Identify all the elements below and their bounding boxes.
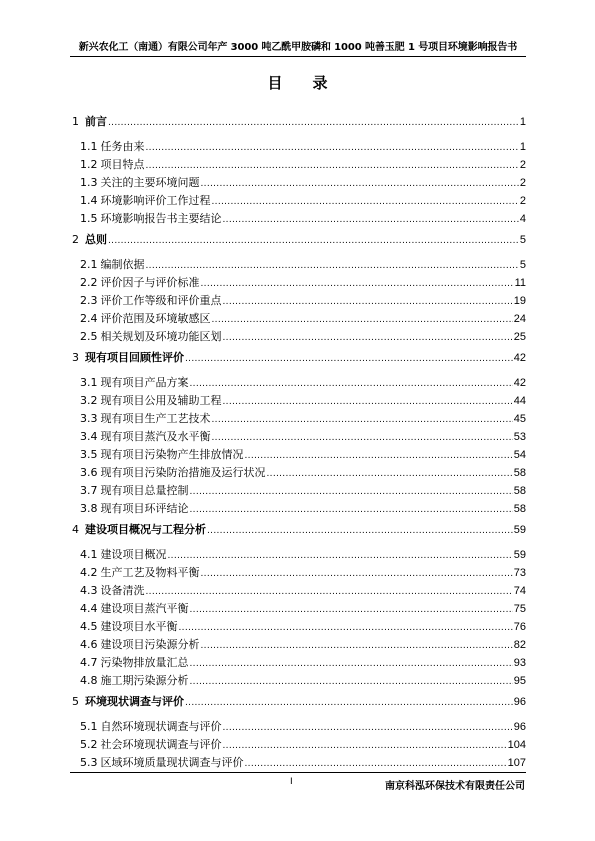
toc-entry-number: 2.5 <box>80 330 98 343</box>
toc-entry-label: 总则 <box>85 233 107 246</box>
toc-entry-number: 1.2 <box>80 158 98 171</box>
toc-entry-label: 施工期污染源分析 <box>100 674 189 687</box>
company-name: 南京科泓环保技术有限责任公司 <box>385 781 525 792</box>
toc-section-entry[interactable] <box>72 392 526 410</box>
toc-entry-page: 74 <box>513 585 526 597</box>
toc-entry-page: 24 <box>513 313 526 325</box>
toc-dot-leader <box>190 501 513 519</box>
toc-entry-page: 54 <box>513 449 526 461</box>
toc-entry-label: 生产工艺及物料平衡 <box>100 566 200 579</box>
toc-dot-leader <box>223 719 513 737</box>
toc-entry-page: 96 <box>513 696 526 708</box>
toc-dot-leader <box>212 429 513 447</box>
toc-dot-leader <box>201 565 513 583</box>
toc-section-entry[interactable] <box>72 210 526 228</box>
toc-entry-page: 4 <box>519 213 526 225</box>
toc-dot-leader <box>201 275 514 293</box>
toc-entry-page: 58 <box>513 503 526 515</box>
toc-entry-page: 95 <box>513 675 526 687</box>
toc-entry-label: 相关规划及环境功能区划 <box>100 330 222 343</box>
toc-entry-page: 44 <box>513 395 526 407</box>
toc-dot-leader <box>108 113 519 133</box>
toc-entry-label: 编制依据 <box>100 258 145 271</box>
toc-dot-leader <box>201 637 513 655</box>
toc-dot-leader <box>201 175 519 193</box>
toc-chapter-entry[interactable] <box>72 112 526 132</box>
toc-entry-page: 42 <box>513 377 526 389</box>
toc-entry-page: 42 <box>513 352 526 364</box>
toc-section-entry[interactable] <box>72 192 526 210</box>
toc-entry-number: 4.6 <box>80 638 98 651</box>
toc-section-entry[interactable] <box>72 374 526 392</box>
toc-entry-page: 11 <box>514 277 526 289</box>
toc-dot-leader <box>223 393 513 411</box>
toc-dot-leader <box>190 375 513 393</box>
toc-section-entry[interactable] <box>72 546 526 564</box>
toc-entry-label: 建设项目污染源分析 <box>100 638 200 651</box>
toc-entry-page: 58 <box>513 485 526 497</box>
toc-entry-label: 现有项目生产工艺技术 <box>100 412 211 425</box>
toc-entry-label: 环境现状调查与评价 <box>85 695 184 708</box>
toc-entry-page: 53 <box>513 431 526 443</box>
toc-dot-leader <box>190 601 513 619</box>
toc-chapter-entry[interactable] <box>72 348 526 368</box>
toc-entry-page: 76 <box>513 621 526 633</box>
toc-dot-leader <box>223 293 513 311</box>
toc-entry-page: 5 <box>519 259 526 271</box>
toc-section-entry[interactable] <box>72 174 526 192</box>
toc-entry-page: 1 <box>519 141 526 153</box>
toc-entry-label: 现有项目污染物产生排放情况 <box>100 448 244 461</box>
toc-entry-label: 任务由来 <box>100 140 145 153</box>
toc-dot-leader <box>207 521 513 541</box>
toc-section-entry[interactable] <box>72 754 526 772</box>
toc-section-entry[interactable] <box>72 736 526 754</box>
toc-entry-page: 96 <box>513 721 526 733</box>
toc-section-entry[interactable] <box>72 328 526 346</box>
toc-section-entry[interactable] <box>72 582 526 600</box>
toc-entry-label: 区域环境质量现状调查与评价 <box>100 756 244 769</box>
toc-dot-leader <box>190 655 513 673</box>
toc-dot-leader <box>245 755 507 773</box>
toc-entry-page: 58 <box>513 467 526 479</box>
toc-entry-page: 82 <box>513 639 526 651</box>
toc-entry-label: 建设项目概况与工程分析 <box>85 523 206 536</box>
toc-dot-leader <box>108 231 519 251</box>
toc-entry-number: 1.3 <box>80 176 98 189</box>
toc-section-entry[interactable] <box>72 310 526 328</box>
toc-dot-leader <box>190 673 513 691</box>
toc-title <box>0 72 595 93</box>
toc-section-entry[interactable] <box>72 256 526 274</box>
toc-section-entry[interactable] <box>72 600 526 618</box>
toc-dot-leader <box>267 465 513 483</box>
toc-entry-number: 5 <box>72 695 79 708</box>
toc-entry-number: 4.2 <box>80 566 98 579</box>
toc-section-entry[interactable] <box>72 564 526 582</box>
toc-entry-number: 3.6 <box>80 466 98 479</box>
toc-section-entry[interactable] <box>72 718 526 736</box>
toc-entry-label: 评价因子与评价标准 <box>100 276 200 289</box>
toc-dot-leader <box>185 693 513 713</box>
toc-dot-leader <box>212 411 513 429</box>
toc-entry-label: 自然环境现状调查与评价 <box>100 720 222 733</box>
toc-entry-label: 环境影响评价工作过程 <box>100 194 211 207</box>
toc-entry-page: 107 <box>507 757 526 769</box>
toc-entry-label: 现有项目产品方案 <box>100 376 189 389</box>
toc-entry-page: 1 <box>519 116 526 128</box>
toc-dot-leader <box>212 311 513 329</box>
toc-dot-leader <box>223 329 513 347</box>
toc-entry-label: 现有项目污染防治措施及运行状况 <box>100 466 266 479</box>
toc-dot-leader <box>168 547 513 565</box>
toc-section-entry[interactable] <box>72 274 526 292</box>
toc-entry-number: 1.4 <box>80 194 98 207</box>
toc-entry-number: 4.3 <box>80 584 98 597</box>
toc-dot-leader <box>190 483 513 501</box>
toc-entry-page: 25 <box>513 331 526 343</box>
toc-entry-label: 关注的主要环境问题 <box>100 176 200 189</box>
toc-entry-label: 前言 <box>85 115 107 128</box>
toc-entry-label: 评价工作等级和评价重点 <box>100 294 222 307</box>
toc-entry-number: 3.3 <box>80 412 98 425</box>
toc-section-entry[interactable] <box>72 636 526 654</box>
toc-entry-label: 污染物排放量汇总 <box>100 656 189 669</box>
toc-title-char-1: 目 <box>267 74 283 92</box>
toc-entry-label: 设备清洗 <box>100 584 145 597</box>
toc-chapter-entry[interactable] <box>72 692 526 712</box>
toc-entry-number: 1 <box>72 115 79 128</box>
toc-entry-page: 75 <box>513 603 526 615</box>
toc-section-entry[interactable] <box>72 482 526 500</box>
toc-section-entry[interactable] <box>72 138 526 156</box>
toc-entry-number: 2 <box>72 233 79 246</box>
toc-entry-label: 环境影响报告书主要结论 <box>100 212 222 225</box>
toc-entry-label: 建设项目水平衡 <box>100 620 178 633</box>
toc-chapter-entry[interactable] <box>72 230 526 250</box>
toc-entry-number: 4 <box>72 523 79 536</box>
toc-section-entry[interactable] <box>72 156 526 174</box>
toc-entry-page: 5 <box>519 234 526 246</box>
toc-dot-leader <box>146 157 519 175</box>
header-rule <box>70 56 526 57</box>
toc-section-entry[interactable] <box>72 428 526 446</box>
toc-entry-label: 社会环境现状调查与评价 <box>100 738 222 751</box>
page-number: I <box>290 777 293 787</box>
toc-section-entry[interactable] <box>72 654 526 672</box>
toc-dot-leader <box>212 193 519 211</box>
table-of-contents <box>72 110 526 772</box>
toc-entry-number: 3.4 <box>80 430 98 443</box>
toc-entry-number: 4.8 <box>80 674 98 687</box>
toc-entry-label: 建设项目概况 <box>100 548 167 561</box>
toc-entry-number: 3.5 <box>80 448 98 461</box>
toc-section-entry[interactable] <box>72 500 526 518</box>
toc-entry-number: 1.1 <box>80 140 98 153</box>
toc-entry-number: 2.3 <box>80 294 98 307</box>
toc-entry-number: 4.1 <box>80 548 98 561</box>
footer-rule <box>70 772 526 773</box>
toc-entry-number: 1.5 <box>80 212 98 225</box>
toc-entry-number: 3.7 <box>80 484 98 497</box>
toc-entry-label: 项目特点 <box>100 158 145 171</box>
toc-entry-number: 5.3 <box>80 756 98 769</box>
toc-entry-label: 建设项目蒸汽平衡 <box>100 602 189 615</box>
toc-entry-page: 2 <box>519 177 526 189</box>
toc-entry-label: 现有项目回顾性评价 <box>85 351 184 364</box>
toc-entry-number: 2.1 <box>80 258 98 271</box>
toc-dot-leader <box>245 447 513 465</box>
toc-entry-page: 59 <box>513 524 526 536</box>
toc-entry-number: 2.2 <box>80 276 98 289</box>
toc-section-entry[interactable] <box>72 618 526 636</box>
toc-entry-number: 3.1 <box>80 376 98 389</box>
toc-title-char-2: 录 <box>312 74 328 92</box>
toc-section-entry[interactable] <box>72 672 526 690</box>
toc-section-entry[interactable] <box>72 464 526 482</box>
toc-dot-leader <box>146 257 519 275</box>
toc-entry-number: 5.2 <box>80 738 98 751</box>
toc-dot-leader <box>223 211 519 229</box>
toc-entry-page: 59 <box>513 549 526 561</box>
toc-entry-number: 4.7 <box>80 656 98 669</box>
toc-section-entry[interactable] <box>72 446 526 464</box>
toc-dot-leader <box>223 737 507 755</box>
toc-entry-page: 93 <box>513 657 526 669</box>
toc-entry-page: 2 <box>519 195 526 207</box>
toc-dot-leader <box>146 583 513 601</box>
toc-entry-label: 现有项目总量控制 <box>100 484 189 497</box>
toc-entry-page: 73 <box>513 567 526 579</box>
toc-section-entry[interactable] <box>72 410 526 428</box>
document-header: 新兴农化工（南通）有限公司年产 3000 吨乙酰甲胺磷和 1000 吨善玉肥 1 号项目环境影响报告书 <box>78 42 518 53</box>
toc-entry-label: 现有项目公用及辅助工程 <box>100 394 222 407</box>
toc-dot-leader <box>185 349 513 369</box>
toc-entry-number: 5.1 <box>80 720 98 733</box>
toc-entry-number: 3 <box>72 351 79 364</box>
toc-section-entry[interactable] <box>72 292 526 310</box>
toc-entry-label: 现有项目蒸汽及水平衡 <box>100 430 211 443</box>
toc-entry-number: 4.5 <box>80 620 98 633</box>
toc-entry-number: 3.2 <box>80 394 98 407</box>
toc-entry-page: 19 <box>513 295 526 307</box>
toc-dot-leader <box>179 619 513 637</box>
toc-entry-page: 104 <box>507 739 526 751</box>
toc-entry-number: 3.8 <box>80 502 98 515</box>
toc-entry-page: 2 <box>519 159 526 171</box>
toc-chapter-entry[interactable] <box>72 520 526 540</box>
toc-entry-number: 2.4 <box>80 312 98 325</box>
toc-entry-label: 评价范围及环境敏感区 <box>100 312 211 325</box>
toc-entry-label: 现有项目环评结论 <box>100 502 189 515</box>
toc-dot-leader <box>146 139 519 157</box>
toc-entry-page: 45 <box>513 413 526 425</box>
toc-entry-number: 4.4 <box>80 602 98 615</box>
